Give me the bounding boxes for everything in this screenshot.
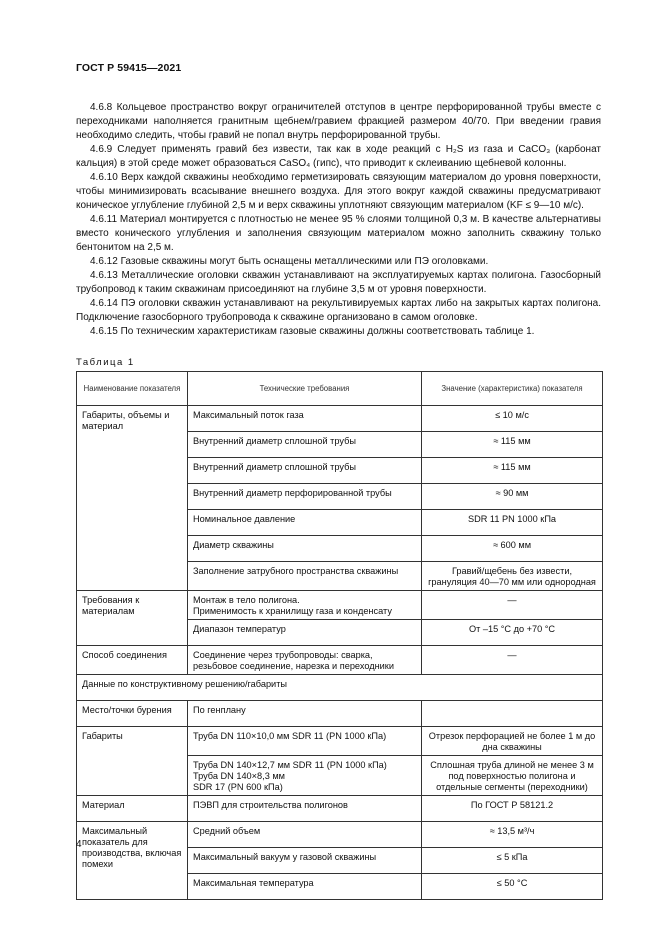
- requirement-cell: Внутренний диаметр сплошной трубы: [188, 432, 422, 458]
- value-cell: Гравий/щебень без извести, грануляция 40—70 мм или однородная: [422, 562, 603, 591]
- table-row: [77, 796, 603, 822]
- table-row: [77, 591, 603, 620]
- requirement-cell: Внутренний диаметр сплошной трубы: [188, 458, 422, 484]
- value-cell: ≤ 5 кПа: [422, 848, 603, 874]
- document-header: ГОСТ Р 59415—2021: [76, 62, 182, 74]
- body-text: [76, 101, 601, 339]
- value-cell: SDR 11 PN 1000 кПа: [422, 510, 603, 536]
- requirement-cell: Номинальное давление: [188, 510, 422, 536]
- paragraph-4-6-12: 4.6.12 Газовые скважины могут быть оснащены металлическими или ПЭ оголовками.: [90, 256, 489, 267]
- value-cell: От –15 °С до +70 °С: [422, 620, 603, 646]
- requirement-cell: Заполнение затрубного пространства скважины: [188, 562, 422, 591]
- requirement-cell: Соединение через трубопроводы: сварка, резьбовое соединение, нарезка и переходники: [188, 646, 422, 675]
- table-row: [77, 727, 603, 756]
- requirement-cell: По генплану: [188, 701, 422, 727]
- group-name: Материал: [77, 796, 188, 822]
- value-cell: [422, 701, 603, 727]
- value-cell: ≈ 115 мм: [422, 432, 603, 458]
- requirement-cell: Максимальная температура: [188, 874, 422, 900]
- requirement-cell: ПЭВП для строительства полигонов: [188, 796, 422, 822]
- requirement-cell: Монтаж в тело полигона. Применимость к хранилищу газа и конденсату: [188, 591, 422, 620]
- group-name: Габариты: [77, 727, 188, 796]
- requirement-cell: Максимальный вакуум у газовой скважины: [188, 848, 422, 874]
- table-row: [77, 406, 603, 432]
- paragraph-4-6-9: 4.6.9 Следует применять гравий без извести, так как в ходе реакций с H₂S из газа и CaCO₃ (карбонат кальция) в этой среде может образоваться CaSO₄ (гипс), что приводит к склеиванию щебневой колонны.: [76, 144, 601, 169]
- value-cell: ≤ 10 м/с: [422, 406, 603, 432]
- value-cell: Сплошная труба длиной не менее 3 м под поверхностью полигона и отдельные сегменты (переходники): [422, 756, 603, 796]
- requirement-cell: Диапазон температур: [188, 620, 422, 646]
- value-cell: —: [422, 646, 603, 675]
- section-title: Данные по конструктивному решению/габариты: [77, 675, 603, 701]
- value-cell: ≈ 90 мм: [422, 484, 603, 510]
- requirement-cell: Труба DN 140×12,7 мм SDR 11 (PN 1000 кПа) Труба DN 140×8,3 мм SDR 17 (PN 600 кПа): [188, 756, 422, 796]
- value-cell: По ГОСТ Р 58121.2: [422, 796, 603, 822]
- paragraph-4-6-11: 4.6.11 Материал монтируется с плотностью не менее 95 % слоями толщиной 0,3 м. В качестве альтернативы вместо конического углубления и заполнения связующим материалом можно заполнить скважину только бентонитом на 2,5 м.: [76, 214, 601, 253]
- table-row: [77, 701, 603, 727]
- requirement-cell: Труба DN 110×10,0 мм SDR 11 (PN 1000 кПа): [188, 727, 422, 756]
- group-name: Требования к материалам: [77, 591, 188, 646]
- table-section-row: [77, 675, 603, 701]
- value-cell: ≈ 115 мм: [422, 458, 603, 484]
- group-name: Габариты, объемы и материал: [77, 406, 188, 591]
- table-caption: Таблица 1: [76, 357, 135, 368]
- group-name: Способ соединения: [77, 646, 188, 675]
- value-cell: ≈ 13,5 м³/ч: [422, 822, 603, 848]
- paragraph-4-6-8: 4.6.8 Кольцевое пространство вокруг ограничителей отступов в центре перфорированной трубы вместе с переходниками наполняется гранитным щебнем/гравием фракцией размером 40/70. При введении гравия необходимо следить, чтобы гравий не попал внутрь перфорированной трубы.: [76, 102, 601, 141]
- value-cell: ≤ 50 °С: [422, 874, 603, 900]
- paragraph-4-6-10: 4.6.10 Верх каждой скважины необходимо герметизировать связующим материалом до уровня поверхности, чтобы минимизировать всасывание внешнего воздуха. Для этого вокруг каждой скважины предусматривают коническое углубление глубиной 2,5 м и верх скважины уплотняют связующим материалом (KF ≤ 9—10 м/с).: [76, 172, 601, 211]
- paragraph-4-6-14: 4.6.14 ПЭ оголовки скважин устанавливают на рекультивируемых картах либо на закрытых картах полигона. Подключение газосборного трубопровода к скважине организовано в самом оголовке.: [76, 298, 601, 323]
- header-indicator-name: Наименование показателя: [77, 372, 188, 406]
- header-value: Значение (характеристика) показателя: [422, 372, 603, 406]
- spec-table: [76, 371, 603, 900]
- requirement-cell: Диаметр скважины: [188, 536, 422, 562]
- table-header-row: [77, 372, 603, 406]
- paragraph-4-6-15: 4.6.15 По техническим характеристикам газовые скважины должны соответствовать таблице 1.: [90, 326, 535, 337]
- requirement-cell: Внутренний диаметр перфорированной трубы: [188, 484, 422, 510]
- paragraph-4-6-13: 4.6.13 Металлические оголовки скважин устанавливают на эксплуатируемых картах полигона. Газосборный трубопровод к таким скважинам присоединяют на глубине 3,5 м от уровня поверхности.: [76, 270, 601, 295]
- page-number: 4: [76, 839, 82, 850]
- requirement-cell: Максимальный поток газа: [188, 406, 422, 432]
- value-cell: Отрезок перфорацией не более 1 м до дна скважины: [422, 727, 603, 756]
- value-cell: —: [422, 591, 603, 620]
- table-row: [77, 646, 603, 675]
- header-requirements: Технические требования: [188, 372, 422, 406]
- group-name: Максимальный показатель для производства, включая помехи: [77, 822, 188, 900]
- value-cell: ≈ 600 мм: [422, 536, 603, 562]
- table-row: [77, 822, 603, 848]
- group-name: Место/точки бурения: [77, 701, 188, 727]
- requirement-cell: Средний объем: [188, 822, 422, 848]
